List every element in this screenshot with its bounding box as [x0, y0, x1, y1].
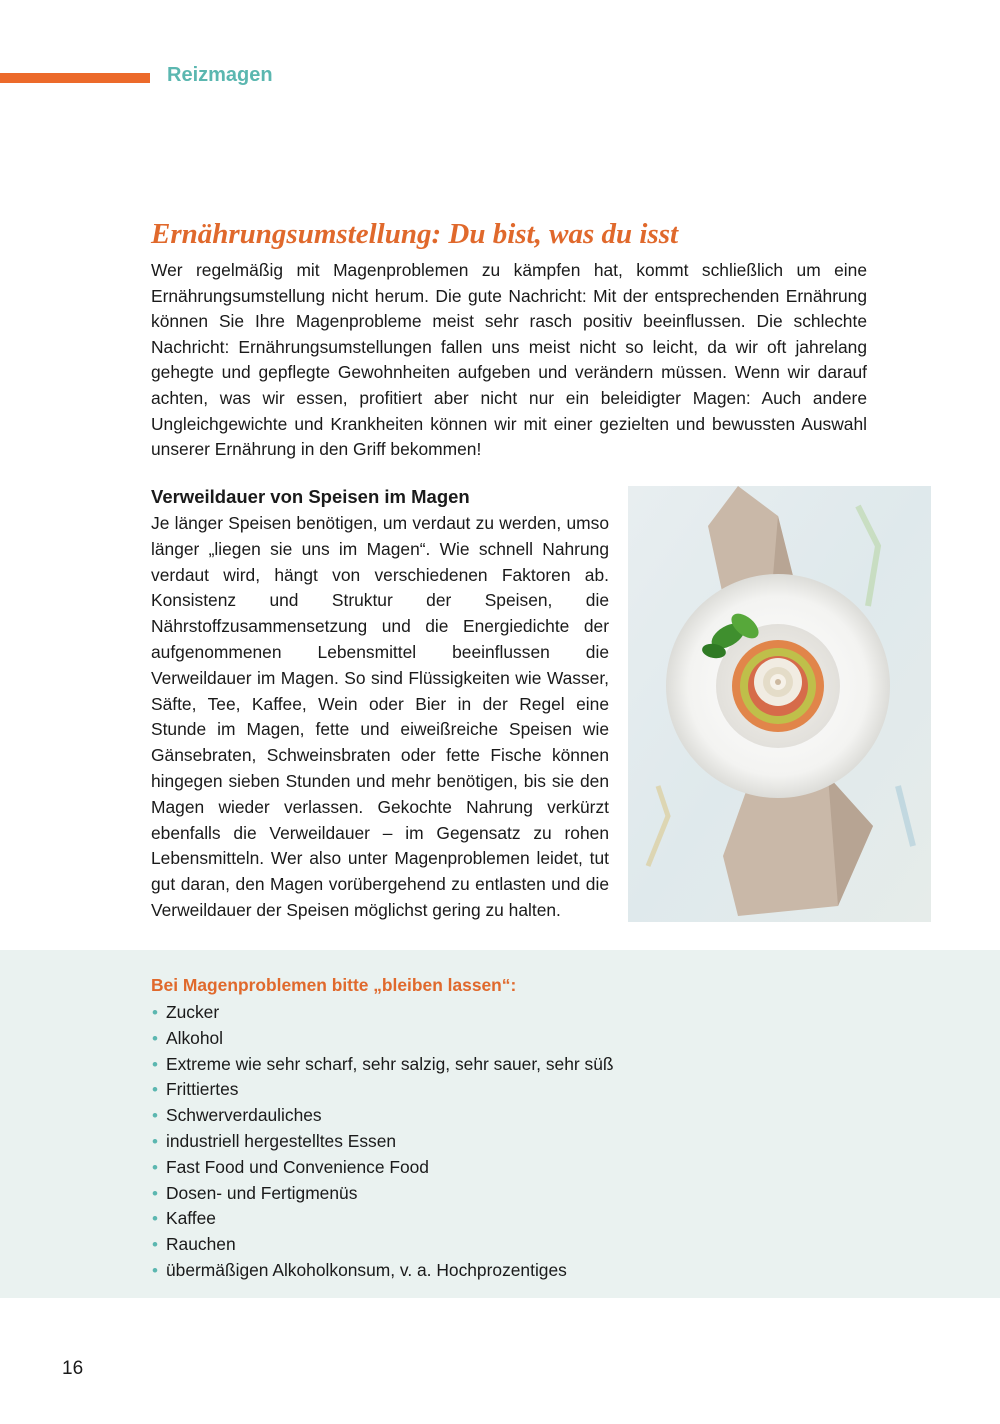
list-item	[151, 1181, 614, 1207]
list-item	[151, 1103, 614, 1129]
bullet-icon: •	[152, 1183, 158, 1203]
bullet-icon: •	[152, 1157, 158, 1177]
page-number: 16	[62, 1358, 84, 1379]
list-item-label: übermäßigen Alkoholkonsum, v. a. Hochprozentiges	[166, 1259, 567, 1280]
list-item	[151, 1206, 614, 1232]
list-item-label: Zucker	[166, 1002, 220, 1022]
list-item-label: Kaffee	[166, 1208, 216, 1229]
bullet-icon: •	[152, 1131, 158, 1151]
list-item	[151, 1155, 614, 1181]
info-box-title: Bei Magenproblemen bitte „bleiben lassen“:	[151, 975, 517, 995]
bullet-icon: •	[152, 1235, 158, 1255]
avoid-list	[151, 1000, 614, 1284]
list-item	[151, 1026, 614, 1052]
body-paragraph: Je länger Speisen benötigen, um verdaut zu werden, umso länger „liegen sie uns im Magen“. Wie schnell Nahrung verdaut wird, hängt von verschiedenen Faktoren ab. Konsistenz und Struktur der Speisen, die Nährstoffzusammensetzung und die Energiedichte der aufgenommenen Lebensmittel beeinflussen die Verweildauer im Magen. So sind Flüssigkeiten wie Wasser, Säfte, Tee, Kaffee, Wein oder Bier in der Regel eine Stunde im Magen, fette und eiweißreiche Speisen wie Gänsebraten, Schweinsbraten oder fette Fische können hingegen sieben Stunden und mehr benötigen, bis sie den Magen wieder verlassen. Gekochte Nahrung verkürzt ebenfalls die Verweildauer – im Gegensatz zu rohen Lebensmitteln. Wer also unter Magenproblemen leidet, tut gut daran, den Magen vorübergehend zu entlasten und die Verweildauer der Speisen möglichst gering zu halten.	[151, 513, 609, 920]
list-item-label: Fast Food und Convenience Food	[166, 1156, 429, 1177]
bullet-icon: •	[152, 1054, 158, 1074]
list-item-label: Rauchen	[166, 1234, 236, 1255]
food-photo	[628, 486, 931, 922]
article-title: Ernährungsumstellung: Du bist, was du isst	[151, 218, 679, 250]
list-item	[151, 1052, 614, 1078]
list-item	[151, 1232, 614, 1258]
list-item-label: Frittiertes	[166, 1079, 239, 1100]
list-item-label: Dosen- und Fertigmenüs	[166, 1182, 358, 1203]
list-item-label: Extreme wie sehr scharf, sehr salzig, sehr sauer, sehr süß	[166, 1053, 614, 1074]
bullet-icon: •	[152, 1209, 158, 1229]
list-item-label: industriell hergestelltes Essen	[166, 1130, 397, 1151]
list-item	[151, 1000, 614, 1026]
list-item	[151, 1258, 614, 1284]
section-label: Reizmagen	[167, 64, 273, 86]
header-accent-bar	[0, 73, 150, 83]
intro-paragraph: Wer regelmäßig mit Magenproblemen zu kämpfen hat, kommt schließlich um eine Ernährungsumstellung nicht herum. Die gute Nachricht: Mit der entsprechenden Ernährung können Sie Ihre Magenprobleme meist sehr rasch positiv beeinflussen. Die schlechte Nachricht: Ernährungsumstellungen fallen uns meist nicht so leicht, da wir oft jahrelang gehegte und gepflegte Gewohnheiten aufgeben und verändern müssen. Wenn wir darauf achten, was wir essen, profitiert aber nicht nur ein beleidigter Magen: Auch andere Ungleichgewichte und Krankheiten können wir mit einer gezielten und bewussten Auswahl unserer Ernährung in den Griff bekommen!	[151, 260, 867, 460]
bullet-icon: •	[152, 1106, 158, 1126]
list-item-label: Schwerverdauliches	[166, 1105, 322, 1126]
section-subheading: Verweildauer von Speisen im Magen	[151, 486, 470, 507]
bullet-icon: •	[152, 1260, 158, 1280]
list-item	[151, 1129, 614, 1155]
bullet-icon: •	[152, 1028, 158, 1048]
list-item-label: Alkohol	[166, 1027, 224, 1048]
bullet-icon: •	[152, 1080, 158, 1100]
bullet-icon: •	[152, 1003, 158, 1022]
list-item	[151, 1077, 614, 1103]
